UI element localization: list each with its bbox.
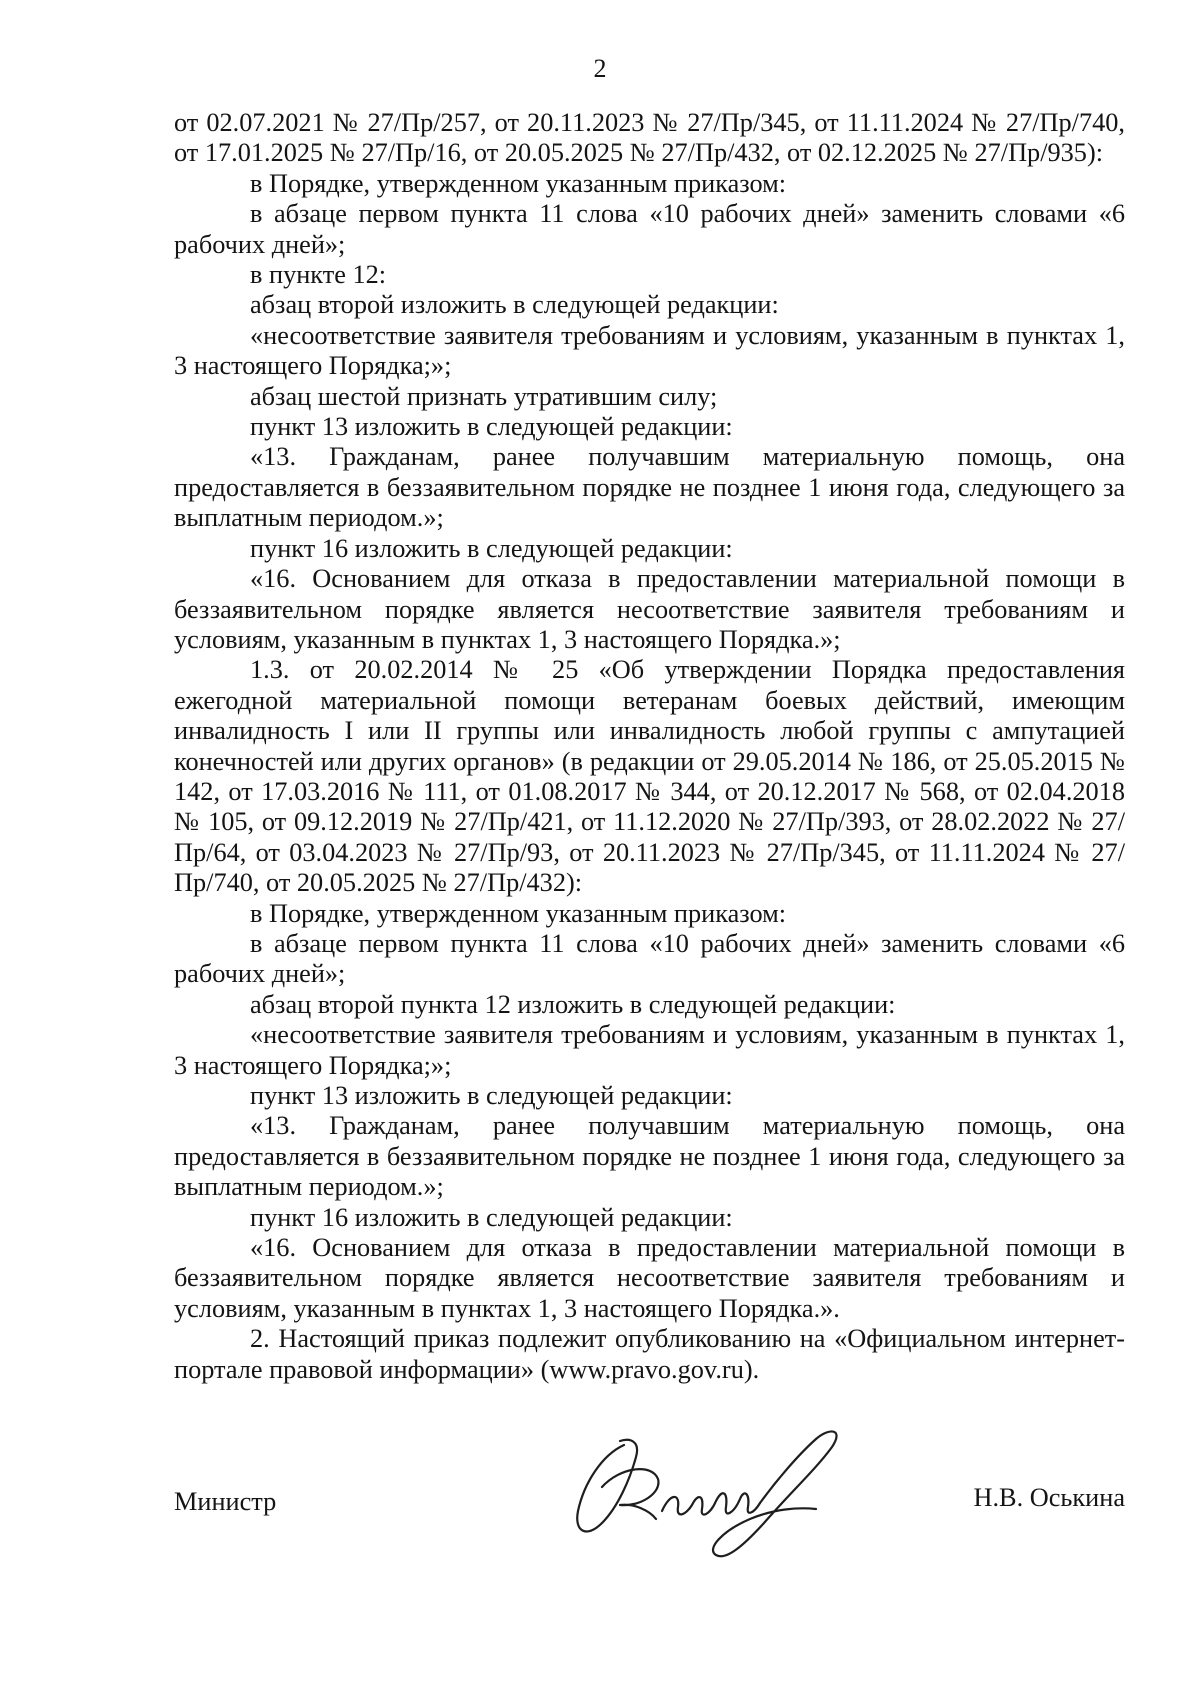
paragraph: «несоответствие заявителя требованиям и условиям, указанным в пунктах 1, 3 настоящего Порядка;»; [174,1020,1125,1080]
paragraph: абзац второй изложить в следующей редакции: [250,290,779,320]
paragraph: пункт 13 изложить в следующей редакции: [250,412,733,442]
paragraph: пункт 16 изложить в следующей редакции: [250,533,733,563]
paragraph: «16. Основанием для отказа в предоставлении материальной помощи в беззаявительном порядке является несоответствие заявителя требованиям и условиям, указанным в пунктах 1, 3 настоящего Порядка.»; [174,564,1125,654]
signatory-name: Н.В. Оськина [973,1483,1125,1512]
paragraph: в Порядке, утвержденном указанным приказом: [250,168,787,198]
paragraph: в абзаце первом пункта 11 слова «10 рабочих дней» заменить словами «6 рабочих дней»; [174,199,1125,259]
paragraph: пункт 16 изложить в следующей редакции: [250,1202,733,1232]
paragraph: «16. Основанием для отказа в предоставлении материальной помощи в беззаявительном порядке является несоответствие заявителя требованиям и условиям, указанным в пунктах 1, 3 настоящего Порядка.». [174,1233,1125,1323]
paragraph: «13. Гражданам, ранее получавшим материальную помощь, она предоставляется в беззаявительном порядке не позднее 1 июня года, следующего за выплатным периодом.»; [174,442,1125,533]
paragraph: 1.3. от 20.02.2014 № 25 «Об утверждении Порядка предоставления ежегодной материальной помощи ветеранам боевых действий, имеющим инвалидность I или II группы или инвалидность любой группы с ампутацией конечностей или других органов» (в редакции от 29.05.2014 № 186, от 25.05.2015 № 142, от 17.03.2016 № 111, от 01.08.2017 № 344, от 20.12.2017 № 568, от 02.04.2018 № 105, от 09.12.2019 № 27/Пр/421, от 11.12.2020 № 27/Пр/393, от 28.02.2022 № 27/Пр/64, от 03.04.2023 № 27/Пр/93, от 20.11.2023 № 27/Пр/345, от 11.11.2024 № 27/Пр/740, от 20.05.2025 № 27/Пр/432): [174,655,1125,898]
paragraph: «несоответствие заявителя требованиям и условиям, указанным в пунктах 1, 3 настоящего Порядка;»; [174,320,1125,381]
paragraph: в пункте 12: [250,260,387,290]
page-number: 2 [593,54,607,83]
paragraph: абзац второй пункта 12 изложить в следующей редакции: [250,989,896,1019]
document-body [174,108,1125,1385]
paragraph: 2. Настоящий приказ подлежит опубликованию на «Официальном интернет-портале правовой информации» (www.pravo.gov.ru). [174,1324,1125,1384]
paragraph: пункт 13 изложить в следующей редакции: [250,1081,733,1110]
paragraph: «13. Гражданам, ранее получавшим материальную помощь, она предоставляется в беззаявительном порядке не позднее 1 июня года, следующего за выплатным периодом.»; [174,1111,1125,1202]
paragraph: в Порядке, утвержденном указанным приказом: [250,898,787,928]
signatory-title: Министр [174,1487,277,1516]
paragraph: от 02.07.2021 № 27/Пр/257, от 20.11.2023 № 27/Пр/345, от 11.11.2024 № 27/Пр/740, от 17.01.2025 № 27/Пр/16, от 20.05.2025 № 27/Пр/432, от 02.12.2025 № 27/Пр/935): [174,108,1125,168]
handwritten-signature [554,1415,854,1565]
paragraph: абзац шестой признать утратившим силу; [250,381,718,411]
paragraph: в абзаце первом пункта 11 слова «10 рабочих дней» заменить словами «6 рабочих дней»; [174,928,1125,989]
